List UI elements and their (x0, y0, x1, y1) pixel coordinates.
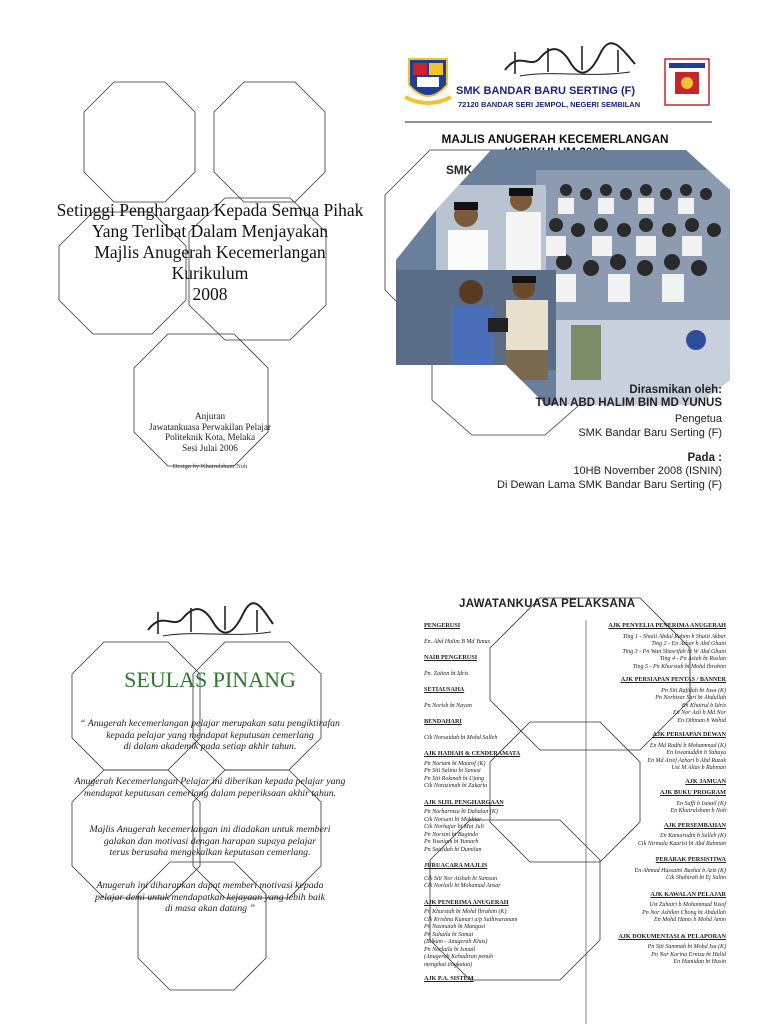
committee-member: Ust M Alias b Rahman (671, 765, 726, 771)
committee-member: En Nor Azli b Md Nor (672, 710, 726, 716)
school-address: 72120 BANDAR SERI JEMPOL, NEGERI SEMBILAN (458, 100, 641, 109)
seulas-title: SEULAS PINANG (124, 667, 296, 692)
committee-member: Pn Norsini bt Bagindo (424, 831, 479, 838)
committee-member: (Anugerah Kehadiran penuh (424, 954, 493, 960)
committee-left-column (424, 622, 584, 983)
committee-heading: AJK P.A. SISTEM (424, 975, 474, 982)
committee-member: Pn Siti Rokmah bt Ujang (424, 775, 484, 782)
committee-heading: AJK JAMUAN (685, 777, 726, 785)
committee-heading: AJK DOKUMENTASI & PELAPORAN (618, 932, 726, 940)
committee-member: Pn. Zaiton bt Idris (424, 670, 469, 677)
octagon-shape (84, 82, 195, 202)
committee-member: Ting 3 - Pn Wan Shasrifah bt W Abd Ghani (622, 648, 726, 655)
committee-member: Pn Norish bt Nayan (424, 702, 472, 709)
thanks-line: Yang Terlibat Dalam Menjayakan (91, 221, 329, 241)
officiator-role: Pengetua (674, 413, 722, 425)
committee-member: Ting 1 - Shaiti Abdul Rahim b Shaiti Akbar (622, 633, 726, 640)
committee-member: Cik Norsaidah bt Mohd Salleh (424, 734, 498, 741)
ceremony-photo (396, 150, 730, 405)
committee-member: mengikut tingkatan) (424, 961, 473, 968)
committee-right-column (576, 622, 726, 967)
organizer-block (110, 411, 310, 453)
committee-member: Pn Yusniam bt Yumarb (424, 839, 479, 845)
committee-member: Pn Siti Salina bt Sanusi (424, 768, 481, 774)
committee-member: Pn Siti Sammah bt Mohd Isa (K) (647, 944, 726, 950)
committee-heading: SETIAUSAHA (424, 686, 465, 693)
committee-heading: AJK PERSIAPAN DEWAN (652, 731, 726, 738)
event-venue: Di Dewan Lama SMK Bandar Baru Serting (F) (497, 479, 722, 491)
committee-member: Pn Suhaila bt Samat (424, 931, 474, 938)
committee-member: Pn Khursiah bt Mohd Ibrahim (K) (424, 909, 507, 915)
seulas-line: mendapat keputusan cemerlang dalam peperiksaan akhir tahun. (83, 787, 337, 799)
committee-member: En Kamarudin b Salleh (K) (660, 833, 726, 839)
thanks-line: Setinggi Penghargaan Kepada Semua Pihak (56, 200, 364, 220)
committee-member: Pn Nasmaiah bt Mangasi (424, 924, 486, 930)
thanks-line: Kurikulum (171, 263, 249, 283)
officiator-name: TUAN ABD HALIM BIN MD YUNUS (535, 397, 722, 409)
seulas-paragraph (40, 776, 380, 799)
committee-member: Ust Zuhairi b Mohammad Yusof (649, 902, 726, 908)
committee-member: En Othman b Wahid (677, 717, 726, 724)
seulas-line: di masa akan datang ” (165, 903, 255, 915)
committee-member: (Bilkam - Anugerah Khas) (424, 939, 488, 945)
committee-member: Cik Norlaili bt Mohamad Ansar (424, 883, 501, 889)
seulas-line: “ Anugerah kecemerlangan pelajar merupakan satu pengiktirafan (80, 718, 340, 729)
organizer-line: Politeknik Kota, Melaka (164, 432, 256, 443)
committee-title: JAWATANKUASA PELAKSANA (459, 598, 636, 610)
committee-member: Pn Norhizar Sari bt Abdullah (655, 695, 726, 701)
committee-heading: AJK HADIAH & CENDERAMATA (424, 750, 521, 757)
seulas-line: terus berusaha mengekalkan keputusan cemerlang. (109, 847, 311, 859)
committee-member: Pn Siti Rafidah bt Jusa (K) (661, 687, 726, 694)
committee-member: Ting 4 - Pn Asiah bt Roslan (659, 656, 726, 662)
committee-heading: AJK PENERIMA ANUGERAH (424, 898, 509, 906)
committee-member: Ting 5 - Pn Khursiah bt Mohd Ibrahim (632, 663, 726, 670)
committee-heading: AJK PERSEMBAHAN (663, 821, 726, 829)
thanks-block (40, 200, 380, 305)
event-date: 10HB November 2008 (ISNIN) (573, 465, 722, 477)
committee-member: Cik Krishna Kumari a/p Sathivaranam (424, 916, 518, 923)
committee-member: Cik Nirmala Kaurisi bt Abd Rahman (637, 840, 726, 847)
organizer-line: Sesi Julai 2006 (182, 442, 238, 453)
seulas-line: pelajar demi untuk mendapatkan kejayaan yang lebih baik (95, 891, 325, 903)
committee-heading: JURUACARA MAJLIS (424, 862, 488, 869)
committee-member: Pn Nor Karina Erniza bt Halid (651, 951, 726, 958)
committee-member: En Hamidan bt Husin (673, 959, 726, 965)
committee-member: Pn Norlaila bt Ismail (424, 946, 476, 953)
committee-member: Ting 2 - En Azhar b Abd Ghani (651, 641, 726, 647)
event-title-line: SMK (446, 163, 473, 177)
seulas-line: kepada pelajar yang mendapat keputusan cemerlang (106, 729, 314, 741)
committee-member: En Mohd Hanis b Mohd Amin (653, 917, 726, 923)
seulas-paragraph (40, 718, 380, 753)
committee-heading: NAIB PENGERUSI (424, 654, 478, 661)
committee-member: En Khairulsham b Noh (670, 808, 726, 814)
committee-heading: AJK PENYELIA PENERIMA ANUGERAH (608, 622, 726, 629)
committee-heading: PERARAK PERSISTIWA (655, 856, 726, 863)
bismillah-calligraphy (500, 40, 640, 80)
officiator-school: SMK Bandar Baru Serting (F) (578, 427, 722, 439)
seulas-line: galakan dan motivasi dengan harapan supaya pelajar (103, 835, 317, 847)
organizer-line: Jawatankuasa Perwakilan Pelajar (149, 421, 271, 432)
organizer-label: Anjuran (194, 411, 226, 421)
seulas-line: Anugerah Kecemerlangan Pelajar ini diberikan kepada pelajar yang (74, 776, 346, 787)
committee-heading: AJK KAWALAN PELAJAR (650, 890, 726, 898)
committee-member: Pn Saizidah bt Dumilan (424, 846, 482, 853)
seulas-line: Anugerah ini diharapkan dapat memberi motivasi kepada (96, 880, 324, 891)
committee-member: Cik Norazimah bt Zakaria (424, 783, 488, 789)
committee-member: En Ahmad Hussaini Bashai b Aziz (K) (634, 867, 726, 874)
committee-member: Cik Shahirah bt Ej Salim (666, 875, 726, 881)
thanks-line: 2008 (192, 284, 228, 304)
committee-member: Pn Noriam bt Maarof (K) (424, 760, 486, 767)
committee-heading: PENGERUSI (424, 622, 461, 629)
committee-heading: BENDAHARI (424, 718, 462, 725)
committee-member: En. Abd Halim B Md Yunus (424, 638, 491, 645)
bismillah-calligraphy (143, 600, 278, 640)
event-title-line: MAJLIS ANUGERAH KECEMERLANGAN (441, 132, 669, 146)
school-name: SMK BANDAR BARU SERTING (F) (456, 85, 636, 97)
on-label: Pada : (687, 452, 722, 464)
committee-member: En Iswanuddin b Yahaya (666, 750, 726, 756)
committee-heading: AJK SIJIL PENGHARGAAN (424, 798, 504, 806)
seulas-paragraph (40, 880, 380, 915)
school-badge (664, 58, 710, 106)
seulas-paragraph (40, 824, 380, 859)
committee-member: Pn Nor Ashikin Chong bt Abdullah (642, 909, 726, 916)
committee-member: En Md Radhi b Mohammad (K) (649, 742, 726, 749)
seulas-line: Majlis Anugerah kecemerlangan ini diadakan untuk memberi (89, 824, 331, 835)
octagon-shape (214, 82, 325, 202)
school-emblem (403, 55, 453, 110)
committee-heading: AJK BUKU PROGRAM (660, 789, 726, 796)
seulas-line: di dalam akademik pada setiap akhir tahun. (123, 741, 297, 753)
thanks-line: Majlis Anugerah Kecemerlangan (94, 242, 326, 262)
committee-member: En Saffi b Ismail (K) (676, 800, 726, 807)
committee-member: Cik Siti Nor Aishah bt Samsan (424, 875, 498, 882)
design-credit: Design by Khairulsham Noh (172, 463, 248, 470)
committee-member: Pn Norharniza bt Dahalan (K) (424, 809, 498, 815)
committee-member: En Khairul b Idris (681, 702, 726, 709)
committee-member: Cik Norhajar bt Mat Juli (424, 824, 484, 830)
committee-member: Cik Norsani bt Mokhtar (424, 816, 482, 823)
committee-heading: AJK PERSIAPAN PENTAS / BANNER (620, 676, 726, 683)
committee-member: En Md Arief Azhari b Abd Razak (647, 757, 726, 764)
officiated-label: Dirasmikan oleh: (629, 384, 722, 396)
